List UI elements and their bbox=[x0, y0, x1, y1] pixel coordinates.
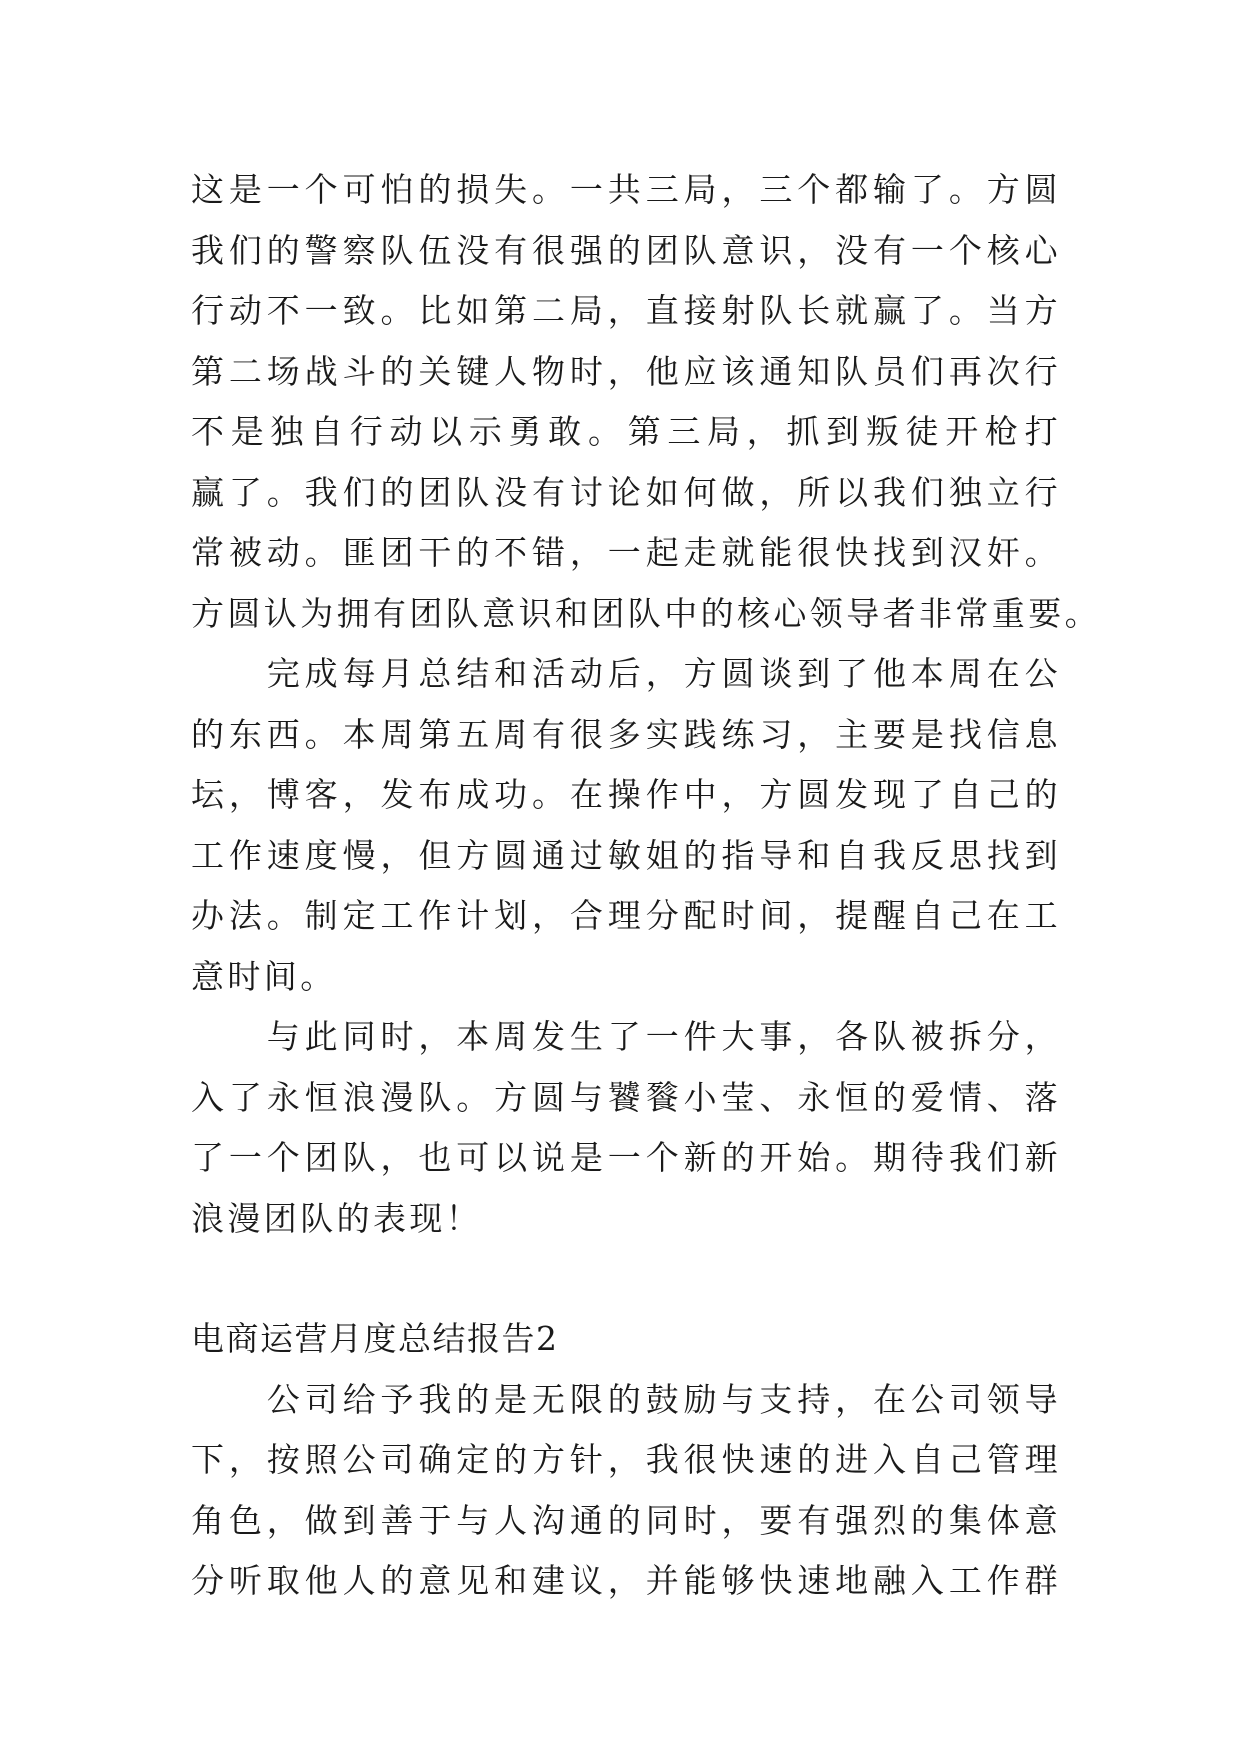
text-line: 坛，博客，发布成功。在操作中，方圆发现了自己的 bbox=[191, 775, 1061, 814]
text-line: 方圆认为拥有团队意识和团队中的核心领导者非常重要。 bbox=[191, 593, 1101, 633]
paragraph-team-awareness bbox=[191, 160, 1101, 644]
text-line: 下，按照公司确定的方针，我很快速的进入自己管理 bbox=[191, 1440, 1061, 1479]
text-line: 不是独自行动以示勇敢。第三局，抓到叛徒开枪打 bbox=[191, 412, 1061, 451]
text-line: 工作速度慢，但方圆通过敏姐的指导和自我反思找到 bbox=[191, 835, 1061, 875]
text-line: 我们的警察队伍没有很强的团队意识，没有一个核心 bbox=[191, 230, 1061, 270]
text-line: 与此同时，本周发生了一件大事，各队被拆分， bbox=[266, 1017, 1061, 1056]
paragraph-team-split bbox=[191, 1007, 1061, 1249]
section-spacer bbox=[191, 1249, 1061, 1309]
text-line: 入了永恒浪漫队。方圆与饕餮小莹、永恒的爱情、落 bbox=[191, 1077, 1061, 1117]
text-line: 浪漫团队的表现！ bbox=[191, 1198, 483, 1238]
paragraph-weekly-learning bbox=[191, 644, 1061, 1007]
text-line: 行动不一致。比如第二局，直接射队长就赢了。当方 bbox=[191, 291, 1061, 330]
text-line: 办法。制定工作计划，合理分配时间，提醒自己在工 bbox=[191, 896, 1061, 935]
text-line: 的东西。本周第五周有很多实践练习，主要是找信息 bbox=[191, 714, 1061, 754]
paragraph-company-support bbox=[191, 1370, 1061, 1612]
text-line: 意时间。 bbox=[191, 956, 337, 996]
text-line: 角色，做到善于与人沟通的同时，要有强烈的集体意 bbox=[191, 1500, 1061, 1540]
text-line: 第二场战斗的关键人物时，他应该通知队员们再次行 bbox=[191, 351, 1061, 391]
text-line: 公司给予我的是无限的鼓励与支持，在公司领导 bbox=[266, 1379, 1061, 1419]
text-line: 分听取他人的意见和建议，并能够快速地融入工作群 bbox=[191, 1561, 1061, 1600]
text-line: 赢了。我们的团队没有讨论如何做，所以我们独立行 bbox=[191, 472, 1061, 512]
text-line: 了一个团队，也可以说是一个新的开始。期待我们新 bbox=[191, 1138, 1061, 1177]
text-line: 常被动。匪团干的不错，一起走就能很快找到汉奸。 bbox=[191, 533, 1061, 572]
text-line: 完成每月总结和活动后，方圆谈到了他本周在公 bbox=[266, 654, 1061, 693]
document-body bbox=[191, 160, 1101, 1612]
text-line: 这是一个可怕的损失。一共三局，三个都输了。方圆 bbox=[191, 170, 1061, 209]
section-heading: 电商运营月度总结报告2 bbox=[191, 1319, 559, 1358]
